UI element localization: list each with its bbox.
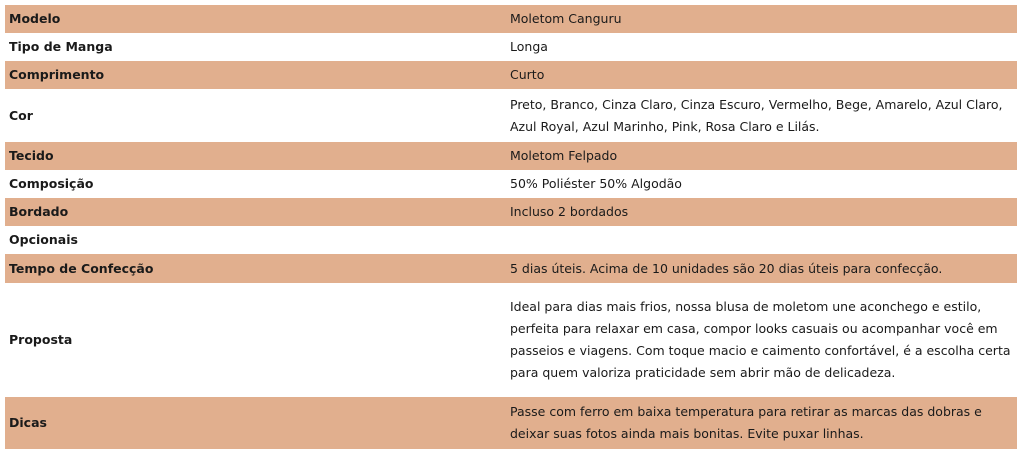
spec-label: Cor [5, 89, 508, 142]
spec-value: Ideal para dias mais frios, nossa blusa de moletom une aconchego e estilo, perfeita para relaxar em casa, compor looks casuais ou acompanhar você em passeios e viagens. Com toque macio e caimento confortável, é a escolha certa para quem valoriza praticidade sem abrir mão de delicadeza. [508, 283, 1017, 397]
spec-label: Opcionais [5, 226, 508, 254]
spec-value: Preto, Branco, Cinza Claro, Cinza Escuro, Vermelho, Bege, Amarelo, Azul Claro, Azul Royal, Azul Marinho, Pink, Rosa Claro e Lilás. [508, 89, 1017, 142]
spec-label: Dicas [5, 397, 508, 449]
spec-value: Moletom Canguru [508, 5, 1017, 33]
spec-label: Modelo [5, 5, 508, 33]
spec-label: Composição [5, 170, 508, 198]
spec-row-tempo-de-confeccao [5, 254, 1017, 283]
spec-row-comprimento [5, 61, 1017, 89]
spec-row-composicao [5, 170, 1017, 198]
spec-label: Bordado [5, 198, 508, 226]
spec-row-tecido [5, 142, 1017, 170]
spec-label: Proposta [5, 283, 508, 397]
spec-label: Tempo de Confecção [5, 254, 508, 283]
spec-label: Tipo de Manga [5, 33, 508, 61]
spec-value [508, 226, 1017, 254]
spec-value: Passe com ferro em baixa temperatura para retirar as marcas das dobras e deixar suas fotos ainda mais bonitas. Evite puxar linhas. [508, 397, 1017, 449]
spec-row-tipo-de-manga [5, 33, 1017, 61]
spec-value: Incluso 2 bordados [508, 198, 1017, 226]
spec-value: 5 dias úteis. Acima de 10 unidades são 20 dias úteis para confecção. [508, 254, 1017, 283]
spec-row-opcionais [5, 226, 1017, 254]
spec-row-cor [5, 89, 1017, 142]
spec-row-dicas [5, 397, 1017, 449]
product-spec-table [5, 5, 1017, 449]
spec-row-bordado [5, 198, 1017, 226]
spec-value: 50% Poliéster 50% Algodão [508, 170, 1017, 198]
spec-value: Curto [508, 61, 1017, 89]
spec-row-proposta [5, 283, 1017, 397]
spec-label: Comprimento [5, 61, 508, 89]
spec-value: Longa [508, 33, 1017, 61]
spec-label: Tecido [5, 142, 508, 170]
spec-row-modelo [5, 5, 1017, 33]
spec-value: Moletom Felpado [508, 142, 1017, 170]
